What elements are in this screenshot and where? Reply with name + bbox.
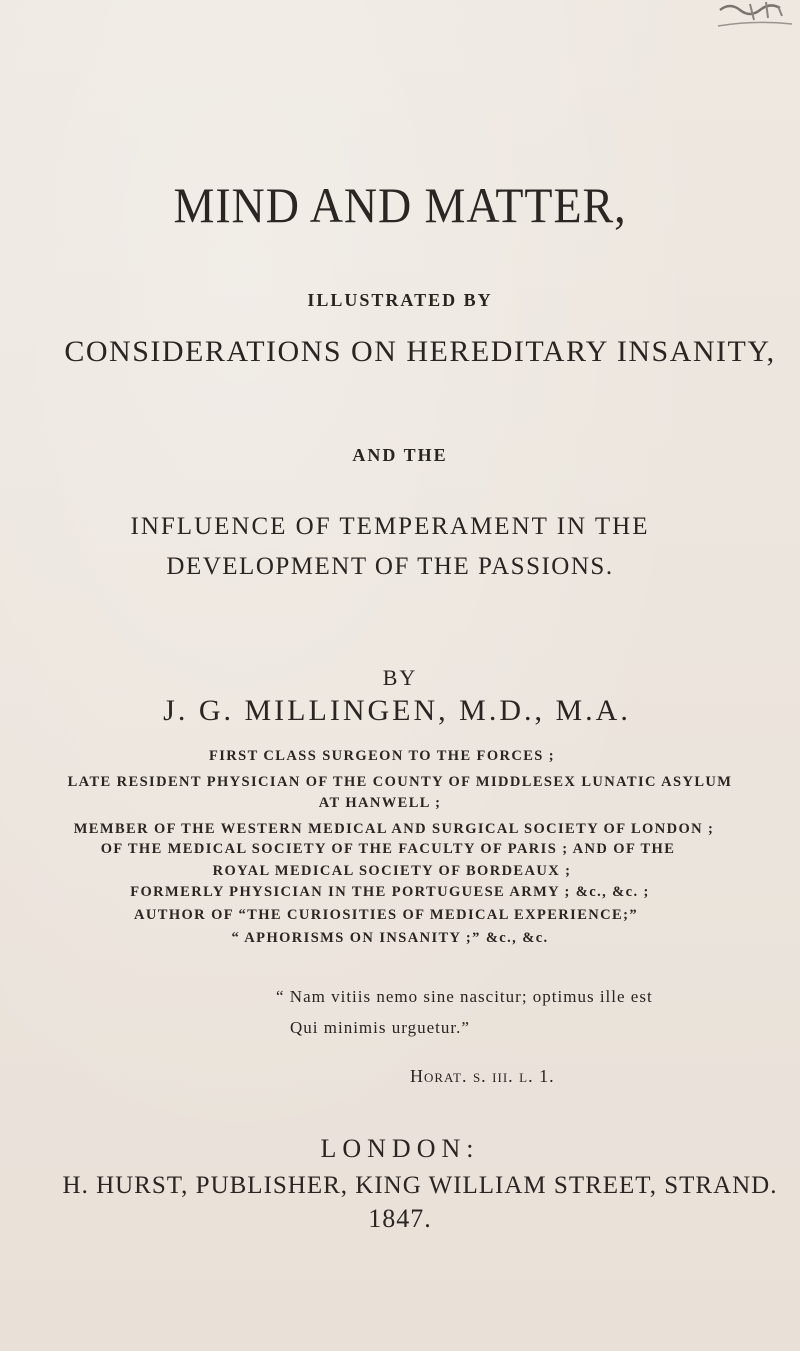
credential-line: MEMBER OF THE WESTERN MEDICAL AND SURGICAL SOCIETY OF LONDON ; bbox=[73, 821, 715, 837]
by-label: BY bbox=[382, 665, 418, 690]
epigraph-line2: Qui minimis urguetur.” bbox=[290, 1018, 470, 1037]
library-stamp-mark bbox=[710, 0, 800, 38]
credential-line: LATE RESIDENT PHYSICIAN OF THE COUNTY OF MIDDLESEX LUNATIC ASYLUM bbox=[67, 774, 733, 790]
credential-line: ROYAL MEDICAL SOCIETY OF BORDEAUX ; bbox=[212, 863, 572, 879]
imprint-year: 1847. bbox=[368, 1204, 432, 1233]
imprint-publisher: H. HURST, PUBLISHER, KING WILLIAM STREET, STRAND. bbox=[62, 1172, 778, 1199]
credential-line: AUTHOR OF “THE CURIOSITIES OF MEDICAL EXPERIENCE;” bbox=[134, 907, 638, 923]
credential-line: AT HANWELL ; bbox=[318, 795, 442, 811]
credential-line: FORMERLY PHYSICIAN IN THE PORTUGUESE ARMY ; &c., &c. ; bbox=[130, 884, 650, 900]
epigraph-line1: “ Nam vitiis nemo sine nascitur; optimus ille est bbox=[276, 987, 653, 1006]
subtitle-and-the: AND THE bbox=[352, 445, 448, 465]
subtitle-connector: ILLUSTRATED BY bbox=[307, 290, 493, 310]
author-name: J. G. MILLINGEN, M.D., M.A. bbox=[163, 694, 631, 727]
credential-line: FIRST CLASS SURGEON TO THE FORCES ; bbox=[208, 748, 556, 764]
subtitle-influence-line2: DEVELOPMENT OF THE PASSIONS. bbox=[166, 553, 614, 580]
epigraph-attribution: Horat. s. iii. l. 1. bbox=[410, 1066, 555, 1086]
subtitle-influence-line1: INFLUENCE OF TEMPERAMENT IN THE bbox=[130, 513, 650, 540]
imprint-city: LONDON: bbox=[320, 1134, 480, 1163]
book-title: MIND AND MATTER, bbox=[173, 177, 627, 233]
credential-line: “ APHORISMS ON INSANITY ;” &c., &c. bbox=[231, 930, 549, 946]
subtitle-considerations: CONSIDERATIONS ON HEREDITARY INSANITY, bbox=[64, 335, 776, 368]
credential-line: OF THE MEDICAL SOCIETY OF THE FACULTY OF PARIS ; AND OF THE bbox=[100, 841, 676, 857]
